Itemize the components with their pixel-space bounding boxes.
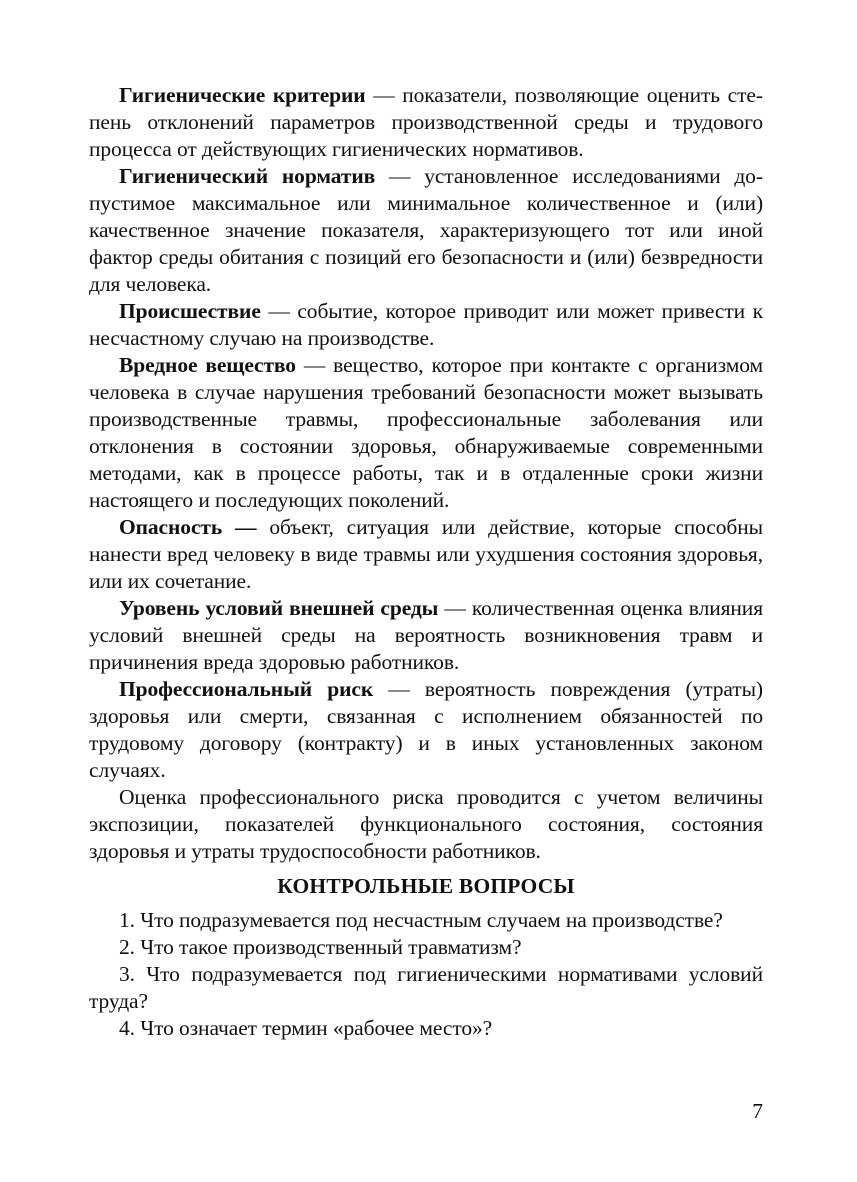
closing-paragraph: Оценка профессионального риска проводится с учетом величины экспозиции, показателей функционального состояния, состояния здоровья и утраты трудоспособности работников. bbox=[89, 785, 763, 863]
definition-term: Гигиенический норматив bbox=[119, 164, 376, 188]
definition-term: Происшествие bbox=[119, 299, 261, 323]
definition-text: — количественная оценка влияния условий внешней среды на вероятность возникновения травм и причинения вреда здоровью работников. bbox=[89, 596, 763, 674]
definition-text: — вероятность повреждения (утраты) здоровья или смерти, связанная с исполнением обязанностей по трудовому договору (контракту) и в иных установленных законом случаях. bbox=[89, 677, 763, 782]
definition-paragraph bbox=[89, 82, 763, 163]
definition-text: — установленное исследованиями допустимое максимальное или минимальное количественное и (или) качественное значение показателя, характеризующего тот или иной фактор среды обитания с позиций его безопасности и (или) безвредности для человека. bbox=[89, 164, 763, 296]
section-heading: КОНТРОЛЬНЫЕ ВОПРОСЫ bbox=[277, 874, 575, 898]
definition-paragraph bbox=[89, 163, 763, 298]
definition-term: Опасность — bbox=[119, 515, 257, 539]
definition-term: Профессиональный риск bbox=[119, 677, 374, 701]
question-item: 2. Что такое производственный травматизм? bbox=[119, 935, 522, 959]
question-item: 4. Что означает термин «рабочее место»? bbox=[119, 1016, 493, 1040]
questions-list bbox=[89, 907, 763, 1042]
definition-term: Гигиенические критерии bbox=[119, 83, 366, 107]
definition-paragraph bbox=[89, 514, 763, 595]
page-body bbox=[89, 82, 763, 1042]
definition-paragraph bbox=[89, 595, 763, 676]
question-item: 1. Что подразумевается под несчастным случаем на производстве? bbox=[119, 908, 723, 932]
definition-term: Вредное вещество bbox=[119, 353, 296, 377]
definition-text: — вещество, которое при контакте с организмом человека в случае нарушения требований безопасности может вызывать производственные травмы, профессиональные заболевания или отклонения в состоянии здоровья, обнаруживаемые современными методами, как в процессе работы, так и в отдаленные сроки жизни настоящего и последующих поколений. bbox=[89, 353, 763, 512]
definition-text: объект, ситуация или действие, которые способны нанести вред человеку в виде травмы или ухудшения состояния здоровья, или их сочетание. bbox=[89, 515, 763, 593]
question-item: 3. Что подразумевается под гигиеническими нормативами условий труда? bbox=[89, 962, 763, 1013]
definition-paragraph bbox=[89, 298, 763, 352]
definition-text: — событие, которое приводит или может привести к несчастному случаю на производстве. bbox=[89, 299, 763, 350]
definition-term: Уровень условий внешней среды bbox=[119, 596, 439, 620]
definition-paragraph bbox=[89, 676, 763, 784]
definition-paragraph bbox=[89, 352, 763, 514]
page-number: 7 bbox=[752, 1099, 763, 1123]
definition-text: — показатели, позволяющие оценить степень отклонений параметров производственной среды и трудового процесса от действующих гигиенических нормативов. bbox=[89, 83, 763, 161]
